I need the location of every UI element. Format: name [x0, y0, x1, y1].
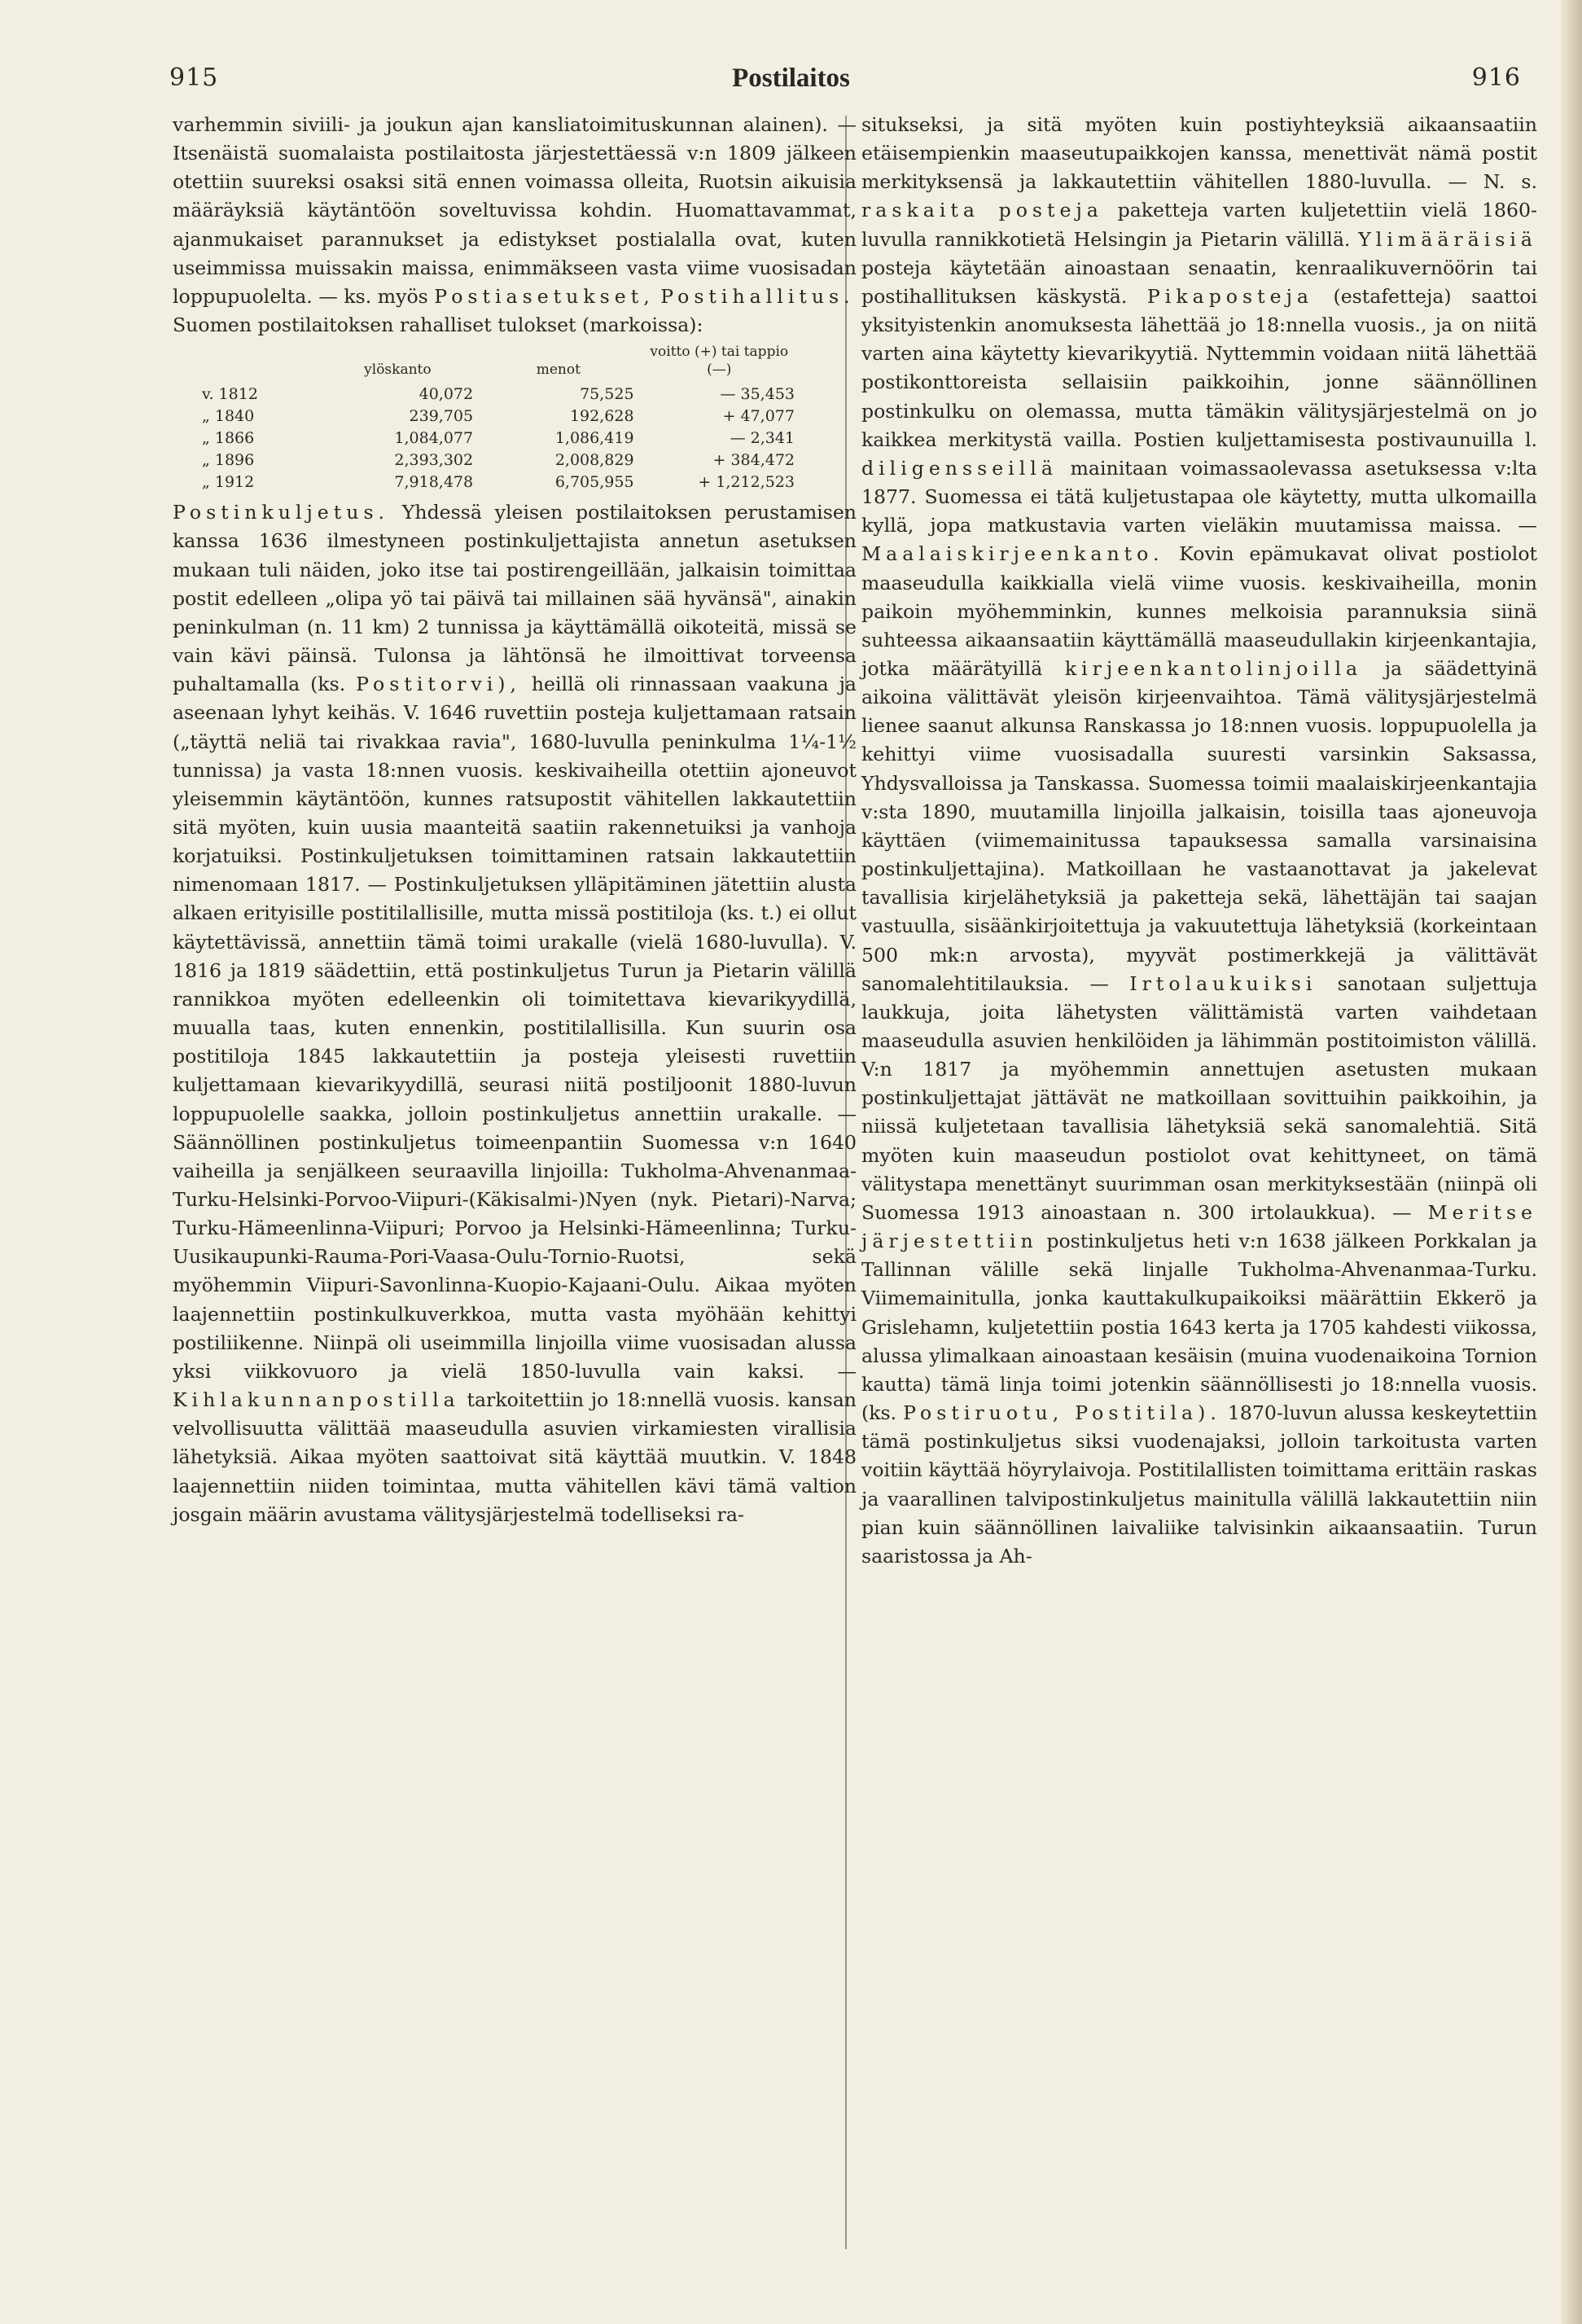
- table-header-row: [197, 343, 800, 384]
- cross-reference: Postiruotu, Postitila).: [903, 1401, 1221, 1425]
- table-cell: „ 1866: [202, 429, 255, 448]
- page-binding-edge: [1561, 0, 1582, 2324]
- section-heading: Kihlakunnanpostilla: [173, 1388, 460, 1412]
- cross-reference: Postiasetukset,: [434, 284, 655, 308]
- left-column: [173, 111, 857, 1529]
- paragraph-intro: varhemmin siviili- ja joukun ajan kansliatoimituskunnan alainen). — Itsenäistä suomalaista postilaitosta järjestettäessä v:n 1809 jälkeen otettiin suureksi osaksi sitä ennen voimassa olleita, Ruotsin aikuisia määräyksiä käytäntöön soveltuvissa kohdin. Huomattavammat, ajanmukaiset parannukset ja edistykset postialalla ovat, kuten useimmissa muissakin maissa, enimmäkseen vasta viime vuosisadan loppupuolelta. — ks. myös Postiasetukset, Postihallitus.: [173, 113, 857, 308]
- paragraph-continued: situkseksi, ja sitä myöten kuin postiyhteyksiä aikaansaatiin etäisempienkin maaseutupaikkojen kanssa, menettivät nämä postit merkityksensä ja lakkautettiin vähitellen 1880-luvulla. — N. s. raskaita posteja paketteja varten kuljetettiin vielä 1860-luvulla rannikkotietä Helsingin ja Pietarin välillä. Ylimääräisiä posteja käytetään ainoastaan senaatin, kenraalikuvernöörin tai postihallituksen käskystä. Pikaposteja (estafetteja) saattoi yksityistenkin anomuksesta lähettää jo 18:nnella vuosis., ja on niitä varten aina käytetty kievarikyytiä. Nyttemmin voidaan niitä lähettää postikonttoreista sellaisiin paikkoihin, jonne säännöllinen postinkulku on olemassa, mutta tämäkin välitysjärjestelmä on jo kaikkea merkitystä vailla. Postien kuljettamisesta postivaunuilla l. diligensseillä mainitaan voimassaolevassa asetuksessa v:lta 1877. Suomessa ei tätä kuljetustapaa ole käytetty, mutta ulkomailla kyllä, jopa matkustavia varten vieläkin muutamissa maissa. — Maalaiskirjeenkanto. Kovin epämukavat olivat postiolot maaseudulla kaikkialla vielä viime vuosis. keskivaiheilla, monin paikoin myöhemminkin, kunnes melkoisia parannuksia siinä suhteessa aikaansaatiin käyttämällä maaseudullakin kirjeenkantajia, jotka määrätyillä kirjeenkantolinjoilla ja säädettyinä aikoina välittävät yleisön kirjeenvaihtoa. Tämä välitysjärjestelmä lienee saanut alkunsa Ranskassa jo 18:nnen vuosis. loppupuolella ja kehittyi viime vuosisadalla suuresti varsinkin Saksassa, Yhdysvalloissa ja Tanskassa. Suomessa toimii maalaiskirjeenkantajia v:sta 1890, muutamilla linjoilla jalkaisin, toisilla taas ajoneuvoja käyttäen (viimemainitussa tapauksessa samalla varsinaisina postinkuljettajina). Matkoillaan he vastaanottavat ja jakelevat tavallisia kirjelähetyksiä ja paketteja sekä, lähettäjän tai saajan vastuulla, sisäänkirjoitettuja ja vakuutettuja lähetyksiä (korkeintaan 500 mk:n arvosta), myyvät postimerkkejä ja välittävät sanomalehtitilauksia. — Irtolaukuiksi sanotaan suljettuja laukkuja, joita lähetysten välittämistä varten vaihdetaan maaseudulla asuvien henkilöiden ja lähimmän postitoimiston välillä. V:n 1817 ja myöhemmin annettujen asetusten mukaan postinkuljettajat jättävät ne matkoillaan sovittuihin paikkoihin, ja niissä kuljetetaan tavallisia lähetyksiä sekä sanomalehtiä. Sitä myöten kuin maaseudun postiolot ovat kehittyneet, on tämä välitystapa menettänyt suurimman osan merkityksestään (niinpä oli Suomessa 1913 ainoastaan n. 300 irtolaukkua). — Meritse järjestettiin postinkuljetus heti v:n 1638 jälkeen Porkkalan ja Tallinnan välille sekä linjalle Tukholma-Ahvenanmaa-Turku. Viimemainitulla, jonka kauttakulkupaikoiksi määrättiin Ekkerö ja Grislehamn, kuljetettiin postia 1643 kerta ja 1705 kahdesti viikossa, alussa ylimalkaan ainoastaan kesäisin (muina vuodenaikoina Tornion kautta) tämä linja toimi jotenkin säännöllisesti jo 18:nnella vuosis. (ks. Postiruotu, Postitila). 1870-luvun alussa keskeytettiin tämä postinkuljetus siksi vuodenajaksi, jolloin tarkoitusta varten voitiin käyttää höyrylaivoja. Postitilallisten toimittama erittäin raskas ja vaarallinen talvipostinkuljetus mainitulla välillä lakkautettiin niin pian kuin säännöllinen laivaliike talvisinkin aikaansaatiin. Turun saaristossa ja Ah-: [861, 113, 1538, 1568]
- table-cell: — 35,453: [720, 385, 795, 404]
- table-cell: 2,393,302: [394, 451, 474, 470]
- table-cell: 192,628: [569, 407, 634, 426]
- table-cell: + 47,077: [722, 407, 795, 426]
- table-row: [197, 471, 800, 493]
- table-cell: 239,705: [409, 407, 474, 426]
- section-heading: Irtolaukuiksi: [1129, 971, 1317, 995]
- page-number-right: 916: [1471, 64, 1521, 92]
- section-heading: raskaita posteja: [861, 199, 1103, 222]
- table-row: [197, 428, 800, 449]
- section-heading: Pikaposteja: [1146, 284, 1313, 308]
- section-heading: diligensseillä: [861, 456, 1058, 480]
- table-row: [197, 449, 800, 471]
- table-header: ylöskanto: [364, 362, 432, 379]
- table-cell: 2,008,829: [554, 451, 634, 470]
- table-header: [197, 343, 318, 384]
- section-heading: Ylimääräisiä: [1358, 227, 1538, 251]
- table-cell: 40,072: [419, 385, 474, 404]
- right-column: [861, 111, 1537, 1571]
- table-cell: v. 1812: [202, 385, 258, 404]
- table-cell: 6,705,955: [554, 473, 634, 492]
- running-head: [0, 64, 1582, 96]
- page-number-left: 915: [169, 64, 219, 92]
- table-row: [197, 384, 800, 406]
- paragraph-finance: Suomen postilaitoksen rahalliset tulokset (markoissa):: [173, 314, 703, 337]
- section-heading: Maalaiskirjeenkanto.: [861, 542, 1164, 566]
- table-cell: „ 1912: [202, 473, 255, 492]
- finance-table: [173, 343, 857, 493]
- table-cell: 1,084,077: [394, 429, 474, 448]
- table-cell: — 2,341: [730, 429, 795, 448]
- paragraph-postinkuljetus: Postinkuljetus. Yhdessä yleisen postilaitoksen perustamisen kanssa 1636 ilmestyneen postinkuljettajista annetun asetuksen mukaan tuli näiden, joko itse tai postirengeillään, jalkaisin toimittaa postit edelleen „olipa yö tai päivä tai millainen sää hyvänsä", ainakin peninkulman (n. 11 km) 2 tunnissa ja käyttämällä oikoteitä, missä se vain kävi päinsä. Tulonsa ja lähtönsä he ilmoittivat torveensa puhaltamalla (ks. Postitorvi), heillä oli rinnassaan vaakuna ja aseenaan lyhyt keihäs. V. 1646 ruvettiin posteja kuljettamaan ratsain („täyttä neliä tai rivakkaa ravia", 1680-luvulla peninkulma 1¼-1½ tunnissa) ja vasta 18:nnen vuosis. keskivaiheilla otettiin ajoneuvot yleisemmin käytäntöön, kunnes ratsupostit vähitellen lakkautettiin sitä myöten, kuin uusia maanteitä saatiin rakennetuiksi ja vanhoja korjatuiksi. Postinkuljetuksen toimittaminen ratsain lakkautettiin nimenomaan 1817. — Postinkuljetuksen ylläpitäminen jätettiin alusta alkaen erityisille postitilallisille, mutta missä postitiloja (ks. t.) ei ollut käytettävissä, annettiin tämä toimi urakalle (vielä 1680-luvulla). V. 1816 ja 1819 säädettiin, että postinkuljetus Turun ja Pietarin välillä rannikkoa myöten edelleenkin oli toimitettava kievarikyydillä, muualla taas, kuten ennenkin, postitilallisilla. Kun suurin osa postitiloja 1845 lakkautettiin ja posteja yleisesti ruvettiin kuljettamaan kievarikyydillä, seurasi niitä postiljoonit 1880-luvun loppupuolelle saakka, jolloin postinkuljetus annettiin urakalle. — Säännöllinen postinkuljetus toimeenpantiin Suomessa v:n 1640 vaiheilla ja senjälkeen seuraavilla linjoilla: Tukholma-Ahvenanmaa-Turku-Helsinki-Porvoo-Viipuri-(Käkisalmi-)Nyen (nyk. Pietari)-Narva; Turku-Hämeenlinna-Viipuri; Porvoo ja Helsinki-Hämeenlinna; Turku-Uusikaupunki-Rauma-Pori-Vaasa-Oulu-Tornio-Ruotsi, sekä myöhemmin Viipuri-Savonlinna-Kuopio-Kajaani-Oulu. Aikaa myöten laajennettiin postinkulkuverkkoa, mutta vasta myöhään kehittyi postiliikenne. Niinpä oli useimmilla linjoilla viime vuosisadan alussa yksi viikkovuoro ja vielä 1850-luvulla vain kaksi. — Kihlakunnanpostilla tarkoitettiin jo 18:nnellä vuosis. kansan velvollisuutta välittää maaseudulla asuvien virkamiesten virallisia lähetyksiä. Aikaa myöten saattoivat sitä käyttää muutkin. V. 1848 laajennettiin niiden toimintaa, mutta vähitellen kävi tämä valtion josgain määrin avustama välitysjärjestelmä todelliseksi ra-: [173, 501, 857, 1526]
- table-row: [197, 406, 800, 428]
- cross-reference: Postihallitus.: [660, 284, 855, 308]
- section-heading: kirjeenkantolinjoilla: [1064, 656, 1363, 680]
- section-heading: Meritse järjestettiin: [861, 1200, 1538, 1253]
- table-cell: „ 1896: [202, 451, 255, 470]
- section-heading: Postinkuljetus.: [173, 501, 390, 524]
- table-cell: 1,086,419: [554, 429, 634, 448]
- table-cell: 7,918,478: [394, 473, 474, 492]
- table-cell: 75,525: [580, 385, 634, 404]
- table-header: menot: [536, 362, 581, 379]
- table-cell: + 384,472: [712, 451, 795, 470]
- cross-reference: Postitorvi),: [356, 673, 521, 696]
- table-header: voitto (+) tai tappio (—): [650, 344, 789, 379]
- page-title: Postilaitos: [732, 64, 850, 93]
- table-cell: + 1,212,523: [698, 473, 795, 492]
- table-cell: „ 1840: [202, 407, 255, 426]
